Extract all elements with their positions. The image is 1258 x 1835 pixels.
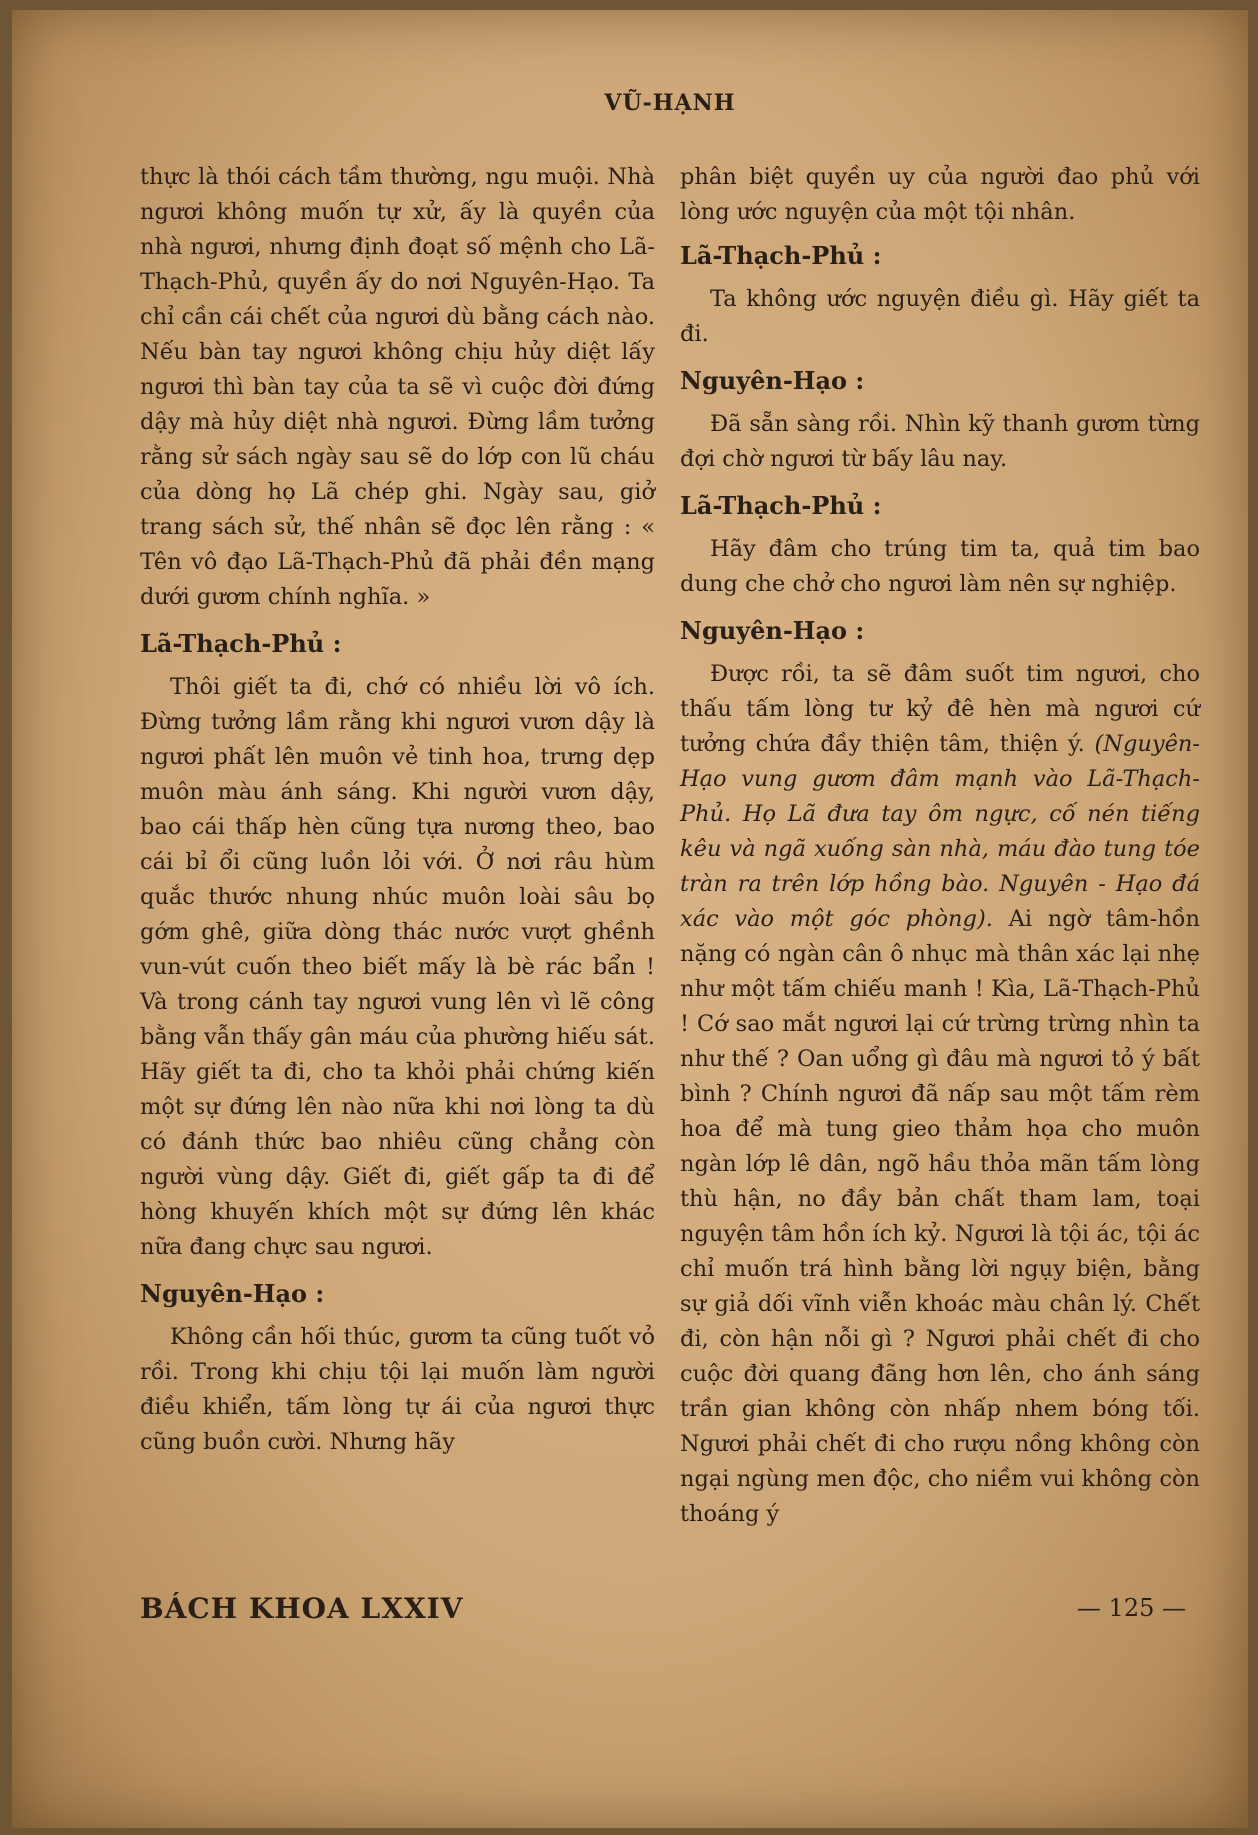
paragraph: phân biệt quyền uy của người đao phủ với lòng ước nguyện của một tội nhân.: [680, 164, 1200, 225]
paragraph: [680, 657, 1200, 1532]
speaker-label: Nguyên-Hạo :: [680, 616, 865, 645]
journal-footer: BÁCH KHOA LXXIV: [140, 1592, 464, 1625]
paragraph: thực là thói cách tầm thường, ngu muội. Nhà ngươi không muốn tự xử, ấy là quyền của nhà ngươi, nhưng định đoạt số mệnh cho Lã-Thạch-Phủ, quyền ấy do nơi Nguyên-Hạo. Ta chỉ cần cái chết của ngươi dù bằng cách nào. Nếu bàn tay ngươi không chịu hủy diệt lấy ngươi thì bàn tay của ta sẽ vì cuộc đời đứng dậy mà hủy diệt nhà ngươi. Đừng lầm tưởng rằng sử sách ngày sau sẽ do lớp con lũ cháu của dòng họ Lã chép ghi. Ngày sau, giở trang sách sử, thế nhân sẽ đọc lên rằng : « Tên vô đạo Lã-Thạch-Phủ đã phải đền mạng dưới gươm chính nghĩa. »: [140, 164, 655, 610]
speaker-label: Lã-Thạch-Phủ :: [680, 241, 882, 270]
magazine-page: [12, 10, 1248, 1828]
paragraph: Ta không ước nguyện điều gì. Hãy giết ta đi.: [680, 286, 1200, 347]
dialogue-text: Được rồi, ta sẽ đâm suốt tim ngươi, cho thấu tấm lòng tư kỷ đê hèn mà ngươi cứ tưởng chứa đầy thiện tâm, thiện ý.: [680, 661, 1200, 757]
stage-direction: (Nguyên-Hạo vung gươm đâm mạnh vào Lã-Thạch-Phủ. Họ Lã đưa tay ôm ngực, cố nén tiếng kêu và ngã xuống sàn nhà, máu đào tung tóe tràn ra trên lớp hồng bào. Nguyên - Hạo đá xác vào một góc phòng).: [680, 731, 1200, 932]
paragraph: Đã sẵn sàng rồi. Nhìn kỹ thanh gươm từng đợi chờ ngươi từ bấy lâu nay.: [680, 411, 1200, 472]
page-number: — 125 —: [1076, 1594, 1186, 1622]
speaker-label: Lã-Thạch-Phủ :: [680, 491, 882, 520]
speaker-label: Nguyên-Hạo :: [680, 366, 865, 395]
speaker-label: Lã-Thạch-Phủ :: [140, 629, 342, 658]
dialogue-text: Ai ngờ tâm-hồn nặng có ngàn cân ô nhục mà thân xác lại nhẹ như một tấm chiếu manh ! Kìa, Lã-Thạch-Phủ ! Cớ sao mắt ngươi lại cứ trừng trừng nhìn ta như thế ? Oan uổng gì đâu mà ngươi tỏ ý bất bình ? Chính ngươi đã nấp sau một tấm rèm hoa để mà tung gieo thảm họa cho muôn ngàn lớp lê dân, ngõ hầu thỏa mãn tấm lòng thù hận, no đầy bản chất tham lam, toại nguyện tâm hồn ích kỷ. Ngươi là tội ác, tội ác chỉ muốn trá hình bằng lời ngụy biện, bằng sự giả dối vĩnh viễn khoác màu chân lý. Chết đi, còn hận nỗi gì ? Ngươi phải chết đi cho cuộc đời quang đãng hơn lên, cho ánh sáng trần gian không còn nhấp nhem bóng tối. Ngươi phải chết đi cho rượu nồng không còn ngại ngùng men độc, cho niềm vui không còn thoáng ý: [680, 906, 1200, 1527]
right-column: [680, 160, 1200, 1532]
running-header: VŨ-HẠNH: [604, 90, 736, 116]
left-column: [140, 160, 655, 1460]
speaker-label: Nguyên-Hạo :: [140, 1279, 325, 1308]
paragraph: Thôi giết ta đi, chớ có nhiều lời vô ích. Đừng tưởng lầm rằng khi ngươi vươn dậy là ngươi phất lên muôn vẻ tinh hoa, trưng dẹp muôn màu ánh sáng. Khi người vươn dậy, bao cái thấp hèn cũng tựa nương theo, bao cái bỉ ổi cũng luồn lỏi với. Ở nơi râu hùm quắc thước nhung nhúc muôn loài sâu bọ gớm ghê, giữa dòng thác nước vượt ghềnh vun-vút cuốn theo biết mấy là bè rác bẩn ! Và trong cánh tay ngươi vung lên vì lẽ công bằng vẫn thấy gân máu của phường hiếu sát. Hãy giết ta đi, cho ta khỏi phải chứng kiến một sự đứng lên nào nữa khi nơi lòng ta dù có đánh thức bao nhiêu cũng chẳng còn người vùng dậy. Giết đi, giết gấp ta đi để hòng khuyến khích một sự đứng lên khác nữa đang chực sau ngươi.: [140, 674, 655, 1260]
paragraph: Hãy đâm cho trúng tim ta, quả tim bao dung che chở cho ngươi làm nên sự nghiệp.: [680, 536, 1200, 597]
paragraph: Không cần hối thúc, gươm ta cũng tuốt vỏ rồi. Trong khi chịu tội lại muốn làm người điều khiển, tấm lòng tự ái của ngươi thực cũng buồn cười. Nhưng hãy: [140, 1324, 655, 1455]
